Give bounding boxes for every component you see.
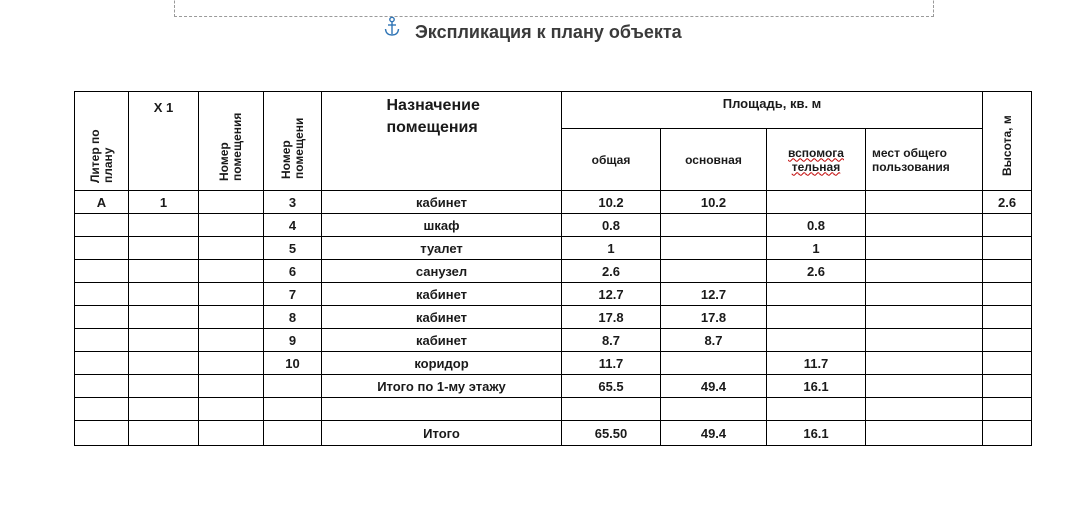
header-area-aux: вспомога тельная	[767, 129, 866, 191]
cell-purpose: Итого по 1-му этажу	[322, 375, 562, 398]
cell-aux	[767, 283, 866, 306]
cell-total: 11.7	[562, 352, 661, 375]
cell-height	[983, 329, 1032, 352]
header-room-number-a: Номер помещения	[199, 92, 264, 191]
header-placeholder-frame	[174, 0, 934, 17]
cell-liter	[75, 237, 129, 260]
cell-x1	[129, 421, 199, 446]
cell-room-b	[264, 398, 322, 421]
cell-common	[866, 191, 983, 214]
cell-common	[866, 398, 983, 421]
header-liter: Литер по плану	[75, 92, 129, 191]
cell-room-a	[199, 214, 264, 237]
cell-room-b: 4	[264, 214, 322, 237]
cell-x1	[129, 398, 199, 421]
cell-total: 0.8	[562, 214, 661, 237]
cell-x1: 1	[129, 191, 199, 214]
cell-purpose: кабинет	[322, 306, 562, 329]
cell-purpose: туалет	[322, 237, 562, 260]
cell-common	[866, 421, 983, 446]
cell-room-a	[199, 421, 264, 446]
table-row	[75, 421, 1032, 446]
cell-height	[983, 237, 1032, 260]
cell-x1	[129, 260, 199, 283]
cell-room-b: 5	[264, 237, 322, 260]
header-area-main: основная	[661, 129, 767, 191]
cell-height: 2.6	[983, 191, 1032, 214]
cell-liter	[75, 260, 129, 283]
cell-purpose	[322, 398, 562, 421]
cell-aux	[767, 191, 866, 214]
cell-aux: 11.7	[767, 352, 866, 375]
cell-total: 12.7	[562, 283, 661, 306]
cell-aux: 0.8	[767, 214, 866, 237]
cell-purpose: шкаф	[322, 214, 562, 237]
cell-common	[866, 283, 983, 306]
cell-liter	[75, 421, 129, 446]
cell-total: 2.6	[562, 260, 661, 283]
cell-total: 1	[562, 237, 661, 260]
cell-room-a	[199, 191, 264, 214]
cell-height	[983, 260, 1032, 283]
cell-aux: 1	[767, 237, 866, 260]
table-row	[75, 283, 1032, 306]
table-row	[75, 214, 1032, 237]
cell-x1	[129, 352, 199, 375]
header-area-common: мест общего пользования	[866, 129, 983, 191]
cell-x1	[129, 237, 199, 260]
cell-room-b: 6	[264, 260, 322, 283]
cell-x1	[129, 306, 199, 329]
cell-total: 65.50	[562, 421, 661, 446]
cell-liter	[75, 306, 129, 329]
header-height: Высота, м	[983, 92, 1032, 191]
table-row	[75, 306, 1032, 329]
table-row	[75, 191, 1032, 214]
cell-x1	[129, 283, 199, 306]
cell-room-b: 9	[264, 329, 322, 352]
cell-purpose: кабинет	[322, 283, 562, 306]
cell-room-a	[199, 237, 264, 260]
anchor-icon[interactable]	[383, 16, 401, 38]
cell-liter	[75, 375, 129, 398]
cell-room-a	[199, 306, 264, 329]
cell-common	[866, 352, 983, 375]
cell-main	[661, 214, 767, 237]
table-row	[75, 260, 1032, 283]
cell-main: 17.8	[661, 306, 767, 329]
cell-height	[983, 375, 1032, 398]
cell-total: 65.5	[562, 375, 661, 398]
table-row	[75, 329, 1032, 352]
cell-x1	[129, 329, 199, 352]
cell-common	[866, 214, 983, 237]
cell-height	[983, 283, 1032, 306]
cell-main: 12.7	[661, 283, 767, 306]
cell-room-b	[264, 375, 322, 398]
cell-liter	[75, 398, 129, 421]
cell-room-b: 3	[264, 191, 322, 214]
cell-height	[983, 306, 1032, 329]
cell-liter	[75, 214, 129, 237]
header-room-number-b: Номер помещени	[264, 92, 322, 191]
cell-purpose: Итого	[322, 421, 562, 446]
cell-common	[866, 329, 983, 352]
cell-x1	[129, 375, 199, 398]
cell-common	[866, 375, 983, 398]
cell-room-a	[199, 352, 264, 375]
cell-main: 8.7	[661, 329, 767, 352]
cell-main	[661, 237, 767, 260]
cell-purpose: коридор	[322, 352, 562, 375]
table-row	[75, 237, 1032, 260]
cell-main: 10.2	[661, 191, 767, 214]
cell-aux: 16.1	[767, 421, 866, 446]
cell-aux	[767, 329, 866, 352]
cell-height	[983, 214, 1032, 237]
cell-aux: 2.6	[767, 260, 866, 283]
table-row	[75, 375, 1032, 398]
cell-purpose: кабинет	[322, 191, 562, 214]
cell-total	[562, 398, 661, 421]
cell-main	[661, 352, 767, 375]
cell-room-a	[199, 375, 264, 398]
header-area-group: Площадь, кв. м	[562, 92, 983, 129]
cell-main: 49.4	[661, 375, 767, 398]
cell-purpose: санузел	[322, 260, 562, 283]
header-area-total: общая	[562, 129, 661, 191]
cell-total: 17.8	[562, 306, 661, 329]
cell-room-a	[199, 329, 264, 352]
cell-purpose: кабинет	[322, 329, 562, 352]
cell-room-a	[199, 260, 264, 283]
explication-table	[74, 91, 1032, 446]
cell-aux	[767, 398, 866, 421]
cell-common	[866, 306, 983, 329]
cell-aux	[767, 306, 866, 329]
cell-room-b: 10	[264, 352, 322, 375]
header-purpose: Назначение помещения	[322, 92, 562, 191]
cell-x1	[129, 214, 199, 237]
cell-room-b: 7	[264, 283, 322, 306]
cell-room-a	[199, 283, 264, 306]
table-row	[75, 352, 1032, 375]
cell-total: 10.2	[562, 191, 661, 214]
cell-height	[983, 421, 1032, 446]
cell-height	[983, 352, 1032, 375]
cell-common	[866, 260, 983, 283]
table-row	[75, 398, 1032, 421]
cell-room-a	[199, 398, 264, 421]
cell-main	[661, 398, 767, 421]
cell-liter: А	[75, 191, 129, 214]
cell-room-b: 8	[264, 306, 322, 329]
cell-room-b	[264, 421, 322, 446]
cell-total: 8.7	[562, 329, 661, 352]
cell-common	[866, 237, 983, 260]
cell-height	[983, 398, 1032, 421]
cell-liter	[75, 283, 129, 306]
cell-liter	[75, 352, 129, 375]
header-x1: Х 1	[129, 92, 199, 191]
cell-main: 49.4	[661, 421, 767, 446]
page-title: Экспликация к плану объекта	[415, 22, 682, 42]
cell-aux: 16.1	[767, 375, 866, 398]
cell-liter	[75, 329, 129, 352]
cell-main	[661, 260, 767, 283]
